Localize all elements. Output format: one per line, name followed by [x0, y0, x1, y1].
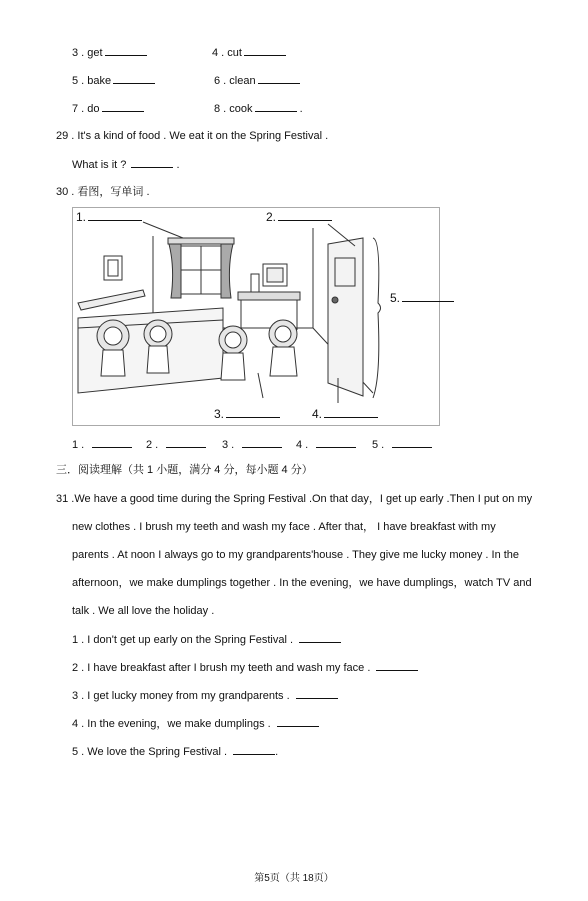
verb-period: .: [299, 103, 303, 115]
answer-blank[interactable]: [244, 45, 286, 56]
verb-item: [72, 73, 155, 88]
pic-label-3: [214, 406, 280, 421]
answer-blank[interactable]: [324, 406, 378, 418]
answer-blank[interactable]: [316, 437, 356, 448]
answer-blank[interactable]: [242, 437, 282, 448]
passage-line: 31 .We have a good time during the Spring Festival .On that day，I get up early .Then I put on my: [56, 493, 533, 505]
page-footer: 第5页（共 18页）: [254, 873, 334, 884]
answer-blank[interactable]: [105, 45, 147, 56]
statement-text: 4 . In the evening，we make dumplings .: [72, 718, 271, 730]
answer-blank[interactable]: [233, 744, 275, 755]
verb-item: [72, 45, 147, 60]
statement-item: [72, 660, 418, 675]
pic-label-4: [312, 406, 378, 421]
pic-label-text: 5.: [390, 291, 401, 305]
verb-text: 4 . cut: [212, 47, 242, 59]
room-scene-picture: [72, 207, 440, 426]
answer-blank[interactable]: [277, 716, 319, 727]
q29-line2: [72, 157, 180, 172]
statement-text: 2 . I have breakfast after I brush my teeth and wash my face .: [72, 662, 371, 674]
pic-label-text: 1.: [76, 210, 87, 224]
answer-number: 2 .: [146, 439, 159, 451]
verb-text: 3 . get: [72, 47, 103, 59]
answer-blank[interactable]: [402, 290, 454, 302]
verb-text: 7 . do: [72, 103, 100, 115]
q29-period: .: [176, 159, 180, 171]
pic-label-1: [76, 209, 142, 224]
passage-line: parents . At noon I always go to my grandparents'house . They give me lucky money . In the: [72, 549, 520, 561]
answer-blank[interactable]: [278, 209, 332, 221]
answer-blank[interactable]: [376, 660, 418, 671]
answer-number: 1 .: [72, 439, 85, 451]
answer-blank[interactable]: [226, 406, 280, 418]
answer-blank[interactable]: [258, 73, 300, 84]
answer-blank[interactable]: [166, 437, 206, 448]
q29-line1: 29 . It's a kind of food . We eat it on the Spring Festival .: [56, 130, 329, 142]
statement-end: .: [275, 746, 279, 758]
room-drawing: [73, 208, 439, 425]
verb-text: 6 . clean: [214, 75, 256, 87]
answer-blank[interactable]: [255, 101, 297, 112]
verb-item: [214, 101, 303, 116]
answer-blank[interactable]: [88, 209, 142, 221]
answer-blank[interactable]: [102, 101, 144, 112]
q30-answer-1: [72, 437, 132, 452]
statement-item: [72, 744, 278, 759]
answer-blank[interactable]: [392, 437, 432, 448]
passage-line: new clothes . I brush my teeth and wash my face . After that， I have breakfast with my: [72, 521, 496, 533]
answer-number: 3 .: [222, 439, 235, 451]
answer-blank[interactable]: [299, 632, 341, 643]
pic-label-2: [266, 209, 332, 224]
q30-answer-2: [146, 437, 206, 452]
verb-item: [72, 101, 144, 116]
pic-label-text: 2.: [266, 210, 277, 224]
statement-text: 3 . I get lucky money from my grandparents .: [72, 690, 290, 702]
pic-label-text: 4.: [312, 407, 323, 421]
answer-number: 4 .: [296, 439, 309, 451]
q30-answer-5: [372, 437, 432, 452]
q30-answer-3: [222, 437, 282, 452]
answer-blank[interactable]: [131, 157, 173, 168]
passage-line: talk . We all love the holiday .: [72, 605, 215, 617]
section-heading: 三．阅读理解（共 1 小题，满分 4 分，每小题 4 分）: [56, 464, 313, 476]
verb-item: [212, 45, 286, 60]
q30-answer-4: [296, 437, 356, 452]
statement-item: [72, 688, 338, 703]
passage-line: afternoon，we make dumplings together . In the evening，we have dumplings，watch TV and: [72, 577, 532, 589]
answer-blank[interactable]: [296, 688, 338, 699]
answer-number: 5 .: [372, 439, 385, 451]
pic-label-5: [390, 290, 454, 305]
q30-title: 30 . 看图，写单词 .: [56, 186, 150, 198]
answer-blank[interactable]: [92, 437, 132, 448]
statement-item: [72, 632, 341, 647]
statement-text: 1 . I don't get up early on the Spring Festival .: [72, 634, 294, 646]
q29-question: What is it ?: [72, 159, 127, 171]
pic-label-text: 3.: [214, 407, 225, 421]
verb-text: 8 . cook: [214, 103, 253, 115]
statement-text: 5 . We love the Spring Festival .: [72, 746, 228, 758]
statement-item: [72, 716, 319, 731]
verb-text: 5 . bake: [72, 75, 112, 87]
verb-item: [214, 73, 300, 88]
answer-blank[interactable]: [113, 73, 155, 84]
